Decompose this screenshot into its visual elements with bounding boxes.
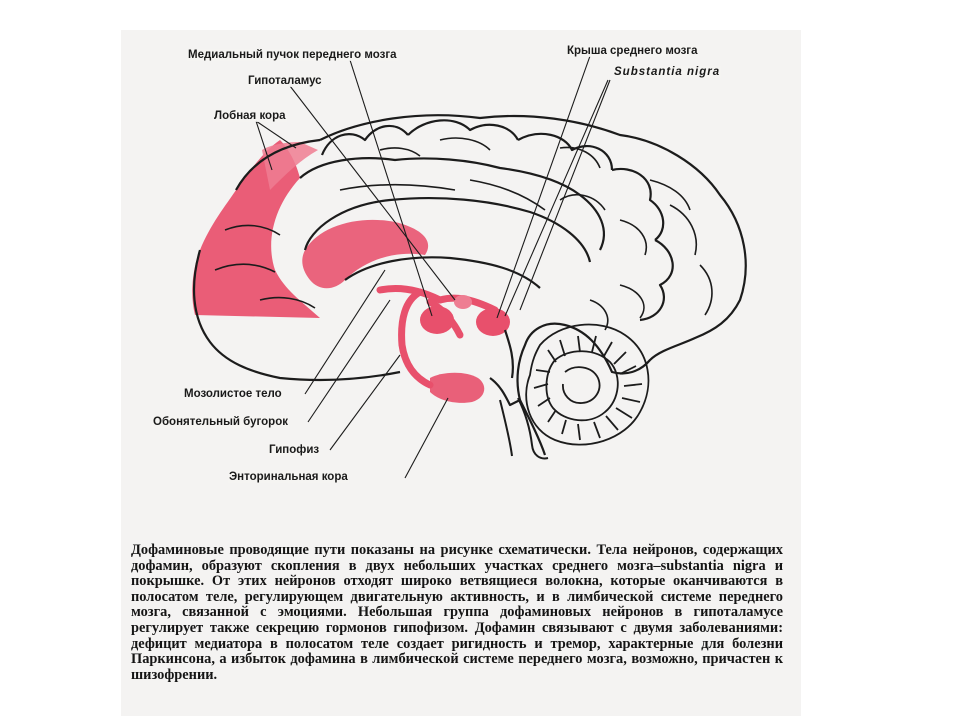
cerebellum (526, 325, 648, 445)
figure-caption: Дофаминовые проводящие пути показаны на рисунке схематически. Тела нейронов, содержащих дофамин, образуют скопления в двух небольших участках среднего мозга–substantia nigra и покрышке. От этих нейронов отходят широко ветвящиеся волокна, которые оканчиваются в полосатом теле, регулирующем двигательную активность, и в лимбической системе переднего мозга, связанной с эмоциями. Небольшая группа дофаминовых нейронов в гипоталамусе регулирует также секрецию гормонов гипофизом. Дофамин связывают с двумя заболеваниями: дефицит медиатора в полосатом теле создает ригидность и тремор, характерные для болезни Паркинсона, а избыток дофамина в лимбической системе переднего мозга, возможно, причастен к шизофрении. (131, 542, 783, 683)
tegmentum-nucleus (420, 306, 454, 334)
label-corpus-callosum: Мозолистое тело (184, 388, 282, 400)
dopamine-pathway-branches (380, 288, 495, 385)
label-olfactory-tubercle: Обонятельный бугорок (153, 416, 288, 428)
label-substantia-nigra: Substantia nigra (614, 66, 721, 78)
label-pituitary: Гипофиз (269, 444, 320, 456)
entorhinal-region (430, 373, 484, 403)
label-midbrain-roof: Крыша среднего мозга (567, 45, 698, 57)
label-frontal-cortex: Лобная кора (214, 110, 286, 122)
label-entorhinal-cortex: Энторинальная кора (229, 471, 348, 483)
label-hypothalamus: Гипоталамус (248, 75, 322, 87)
frontal-cortex-region (192, 140, 320, 318)
striatum-region (302, 220, 428, 288)
label-medial-forebrain-bundle: Медиальный пучок переднего мозга (188, 49, 397, 61)
hypothalamic-nucleus (454, 295, 472, 309)
